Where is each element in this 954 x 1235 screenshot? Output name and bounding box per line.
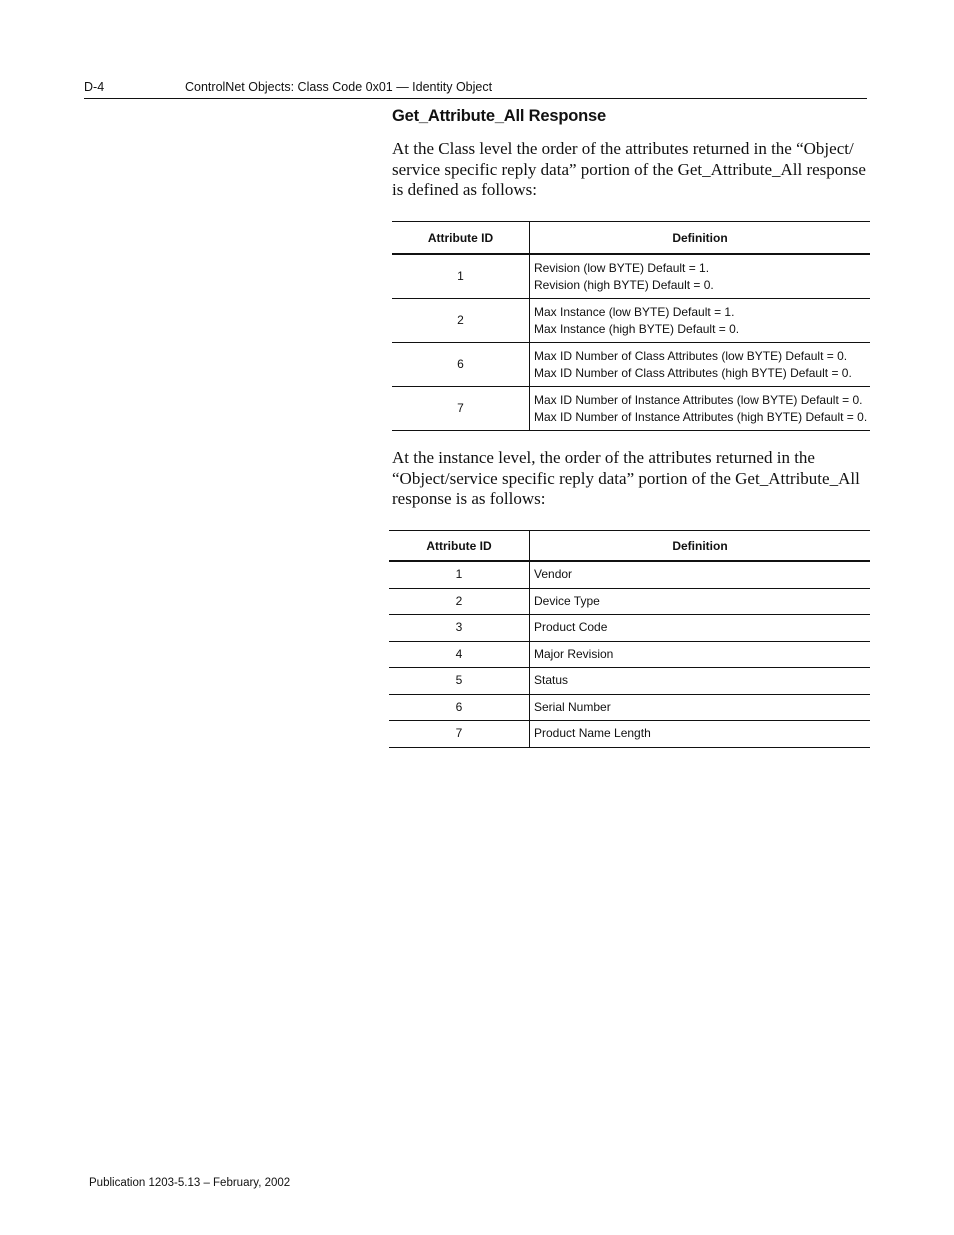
definition-cell: Major Revision: [530, 641, 871, 668]
table-row: [392, 343, 870, 387]
table-row: [389, 588, 870, 615]
footer-publication: Publication 1203-5.13 – February, 2002: [89, 1177, 291, 1189]
definition-cell: Product Code: [530, 615, 871, 642]
definition-line: Revision (low BYTE) Default = 1.: [534, 260, 710, 275]
definition-line: Max ID Number of Instance Attributes (low BYTE) Default = 0.: [534, 392, 863, 407]
table-row: [389, 641, 870, 668]
definition-cell: [530, 387, 871, 431]
attribute-id-cell: 1: [389, 561, 530, 588]
attribute-id-cell: 1: [392, 254, 530, 299]
attribute-id-cell: 7: [392, 387, 530, 431]
table-header-row: [389, 531, 870, 562]
definition-line: Max ID Number of Instance Attributes (high BYTE) Default = 0.: [534, 409, 868, 424]
attribute-id-cell: 6: [392, 343, 530, 387]
class-intro-paragraph: At the Class level the order of the attributes returned in the “Object/ service specific reply data” portion of the Get_Attribute_All response is defined as follows:: [392, 139, 866, 199]
definition-line: Max Instance (high BYTE) Default = 0.: [534, 321, 740, 336]
header-rule: [84, 98, 867, 99]
table-row: [392, 387, 870, 431]
class-attributes-table: [392, 221, 870, 431]
definition-cell: Status: [530, 668, 871, 695]
instance-attributes-table: [389, 530, 870, 748]
attribute-id-header: Attribute ID: [392, 222, 530, 255]
definition-line: Max ID Number of Class Attributes (high BYTE) Default = 0.: [534, 365, 852, 380]
definition-header: Definition: [530, 222, 871, 255]
definition-cell: Device Type: [530, 588, 871, 615]
attribute-id-cell: 6: [389, 694, 530, 721]
definition-line: Revision (high BYTE) Default = 0.: [534, 277, 714, 292]
table-row: [389, 721, 870, 748]
table-row: [389, 694, 870, 721]
attribute-id-cell: 3: [389, 615, 530, 642]
table-row: [389, 615, 870, 642]
instance-intro-paragraph: At the instance level, the order of the attributes returned in the “Object/service specific reply data” portion of the Get_Attribute_All response is as follows:: [392, 448, 860, 508]
definition-cell: [530, 254, 871, 299]
section-heading: Get_Attribute_All Response: [392, 107, 606, 125]
page-number: D-4: [84, 80, 105, 94]
attribute-id-header: Attribute ID: [389, 531, 530, 562]
attribute-id-cell: 5: [389, 668, 530, 695]
table-row: [389, 561, 870, 588]
definition-cell: Product Name Length: [530, 721, 871, 748]
running-title: ControlNet Objects: Class Code 0x01 — Identity Object: [185, 80, 493, 94]
attribute-id-cell: 4: [389, 641, 530, 668]
table-row: [389, 668, 870, 695]
definition-cell: [530, 299, 871, 343]
attribute-id-cell: 2: [389, 588, 530, 615]
definition-header: Definition: [530, 531, 871, 562]
definition-cell: Serial Number: [530, 694, 871, 721]
definition-cell: [530, 343, 871, 387]
attribute-id-cell: 7: [389, 721, 530, 748]
table-row: [392, 254, 870, 299]
definition-cell: Vendor: [530, 561, 871, 588]
definition-line: Max Instance (low BYTE) Default = 1.: [534, 304, 735, 319]
table-row: [392, 299, 870, 343]
attribute-id-cell: 2: [392, 299, 530, 343]
table-header-row: [392, 222, 870, 255]
definition-line: Max ID Number of Class Attributes (low BYTE) Default = 0.: [534, 348, 848, 363]
